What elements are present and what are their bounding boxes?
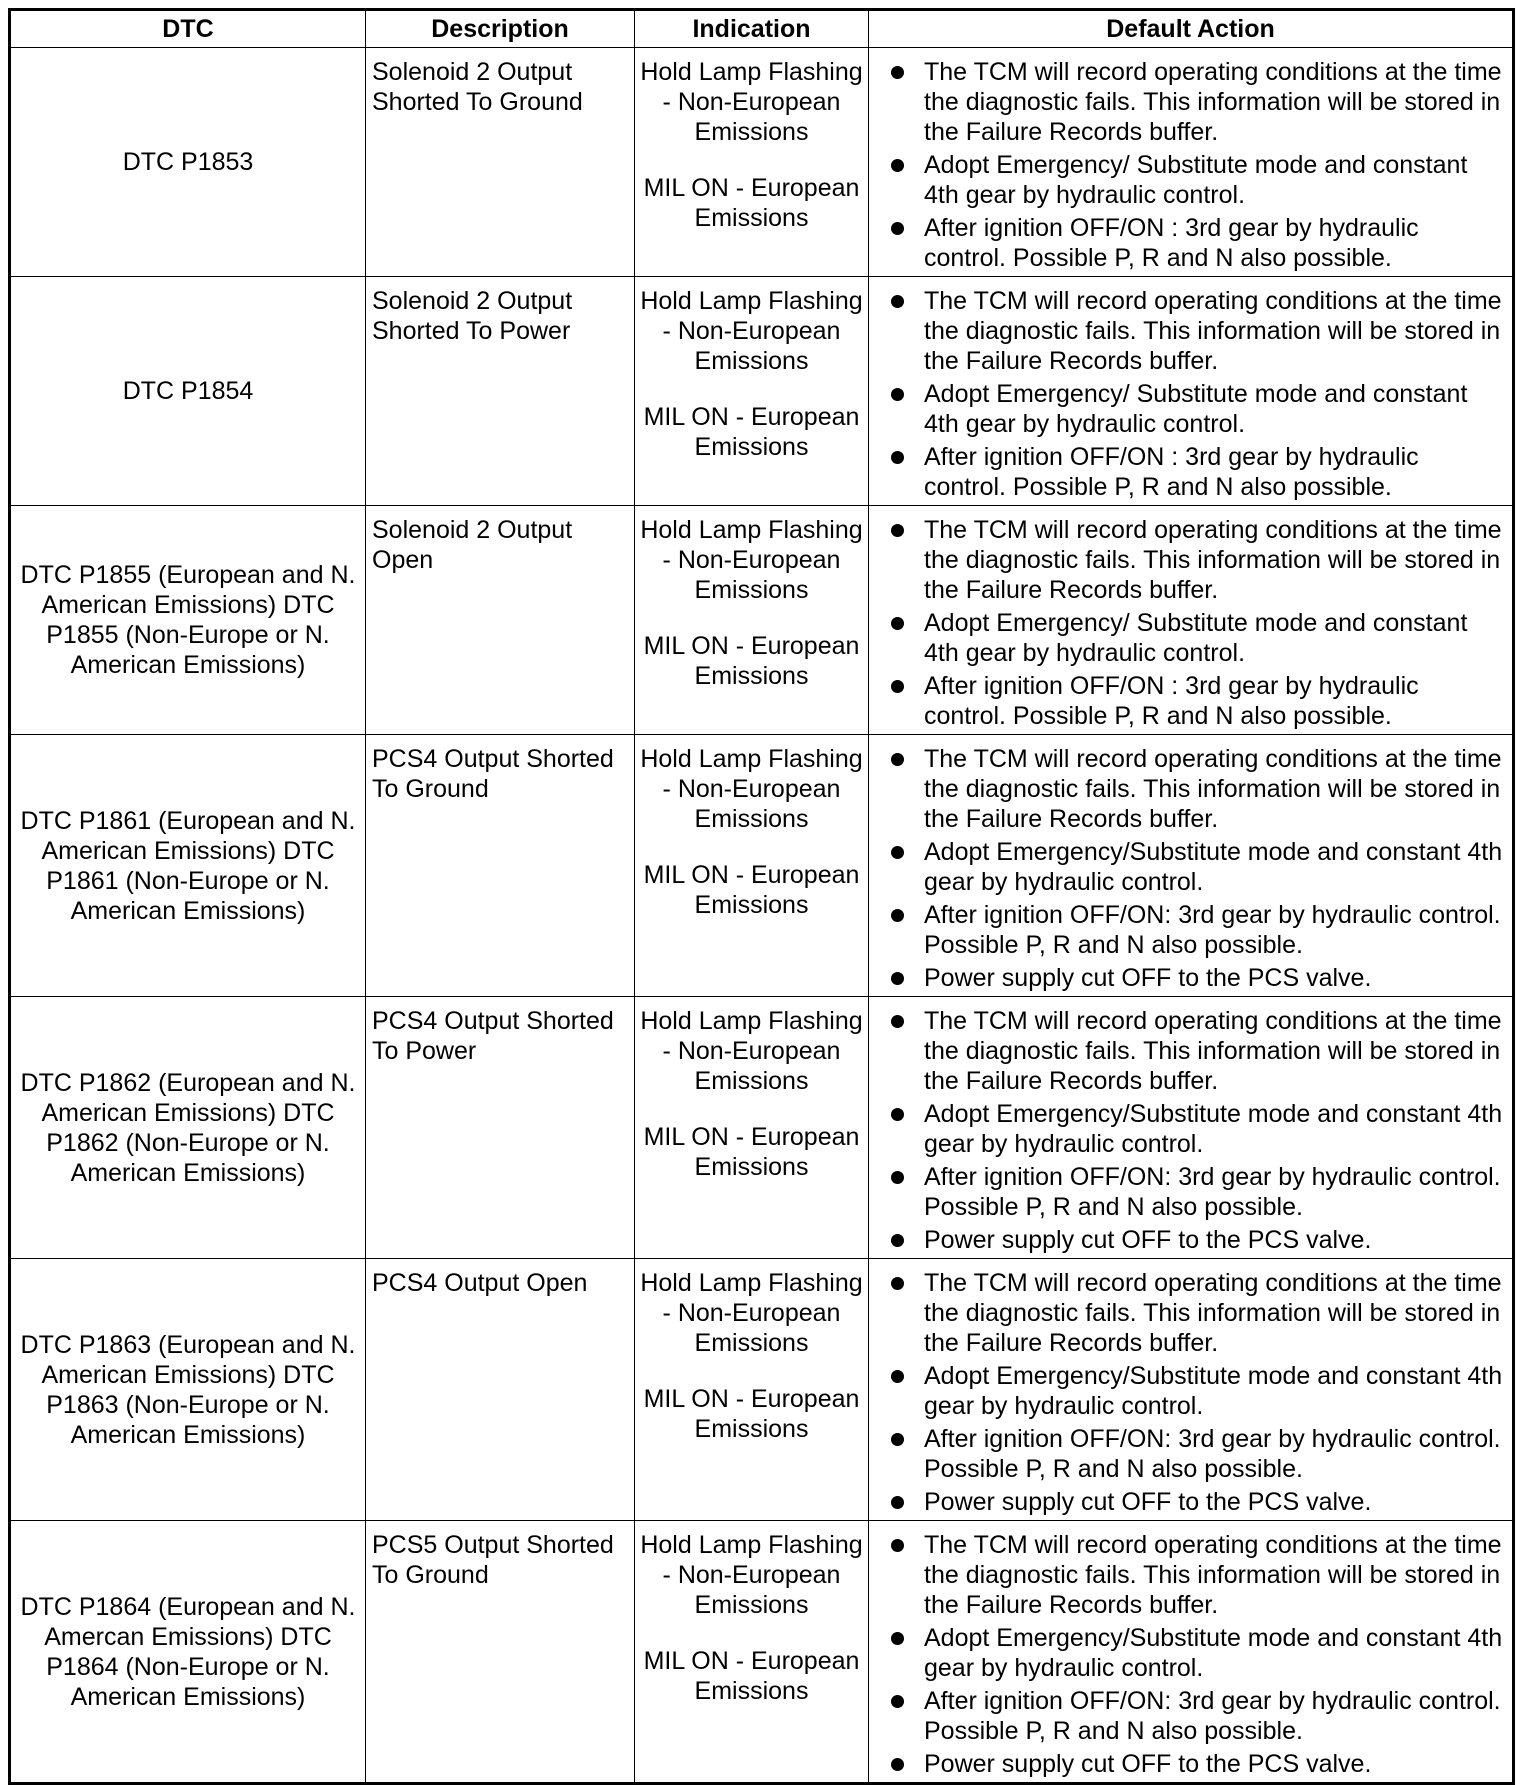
table-body <box>10 48 1514 1784</box>
action-text: After ignition OFF/ON: 3rd gear by hydraulic control. Possible P, R and N also possible. <box>924 1163 1501 1221</box>
table-row <box>10 506 1514 735</box>
dtc-indication <box>635 1521 869 1784</box>
indication-spacer <box>637 1620 866 1646</box>
list-item <box>889 1361 1506 1421</box>
bullet-icon <box>891 1632 904 1645</box>
action-list <box>889 1006 1506 1255</box>
dtc-indication <box>635 735 869 997</box>
dtc-description: Solenoid 2 Output Shorted To Ground <box>366 48 635 277</box>
bullet-icon <box>891 1234 904 1247</box>
bullet-icon <box>891 1370 904 1383</box>
indication-line: MIL ON - European Emissions <box>643 403 860 461</box>
action-list <box>889 1530 1506 1779</box>
indication-spacer <box>637 834 866 860</box>
action-text: After ignition OFF/ON : 3rd gear by hydraulic control. Possible P, R and N also possible. <box>924 443 1419 501</box>
dtc-default-action <box>869 48 1514 277</box>
header-indication: Indication <box>635 10 869 48</box>
action-text: The TCM will record operating conditions at the time the diagnostic fails. This information will be stored in the Failure Records buffer. <box>924 287 1502 375</box>
dtc-default-action <box>869 735 1514 997</box>
indication-line: Hold Lamp Flashing - Non-European Emissions <box>640 1007 863 1095</box>
list-item <box>889 1162 1506 1222</box>
dtc-indication <box>635 48 869 277</box>
action-text: Adopt Emergency/ Substitute mode and constant 4th gear by hydraulic control. <box>924 380 1468 438</box>
action-text: After ignition OFF/ON : 3rd gear by hydraulic control. Possible P, R and N also possible. <box>924 672 1419 730</box>
table-row <box>10 997 1514 1259</box>
bullet-icon <box>891 1539 904 1552</box>
dtc-indication <box>635 506 869 735</box>
indication-line: MIL ON - European Emissions <box>643 174 860 232</box>
action-text: Adopt Emergency/Substitute mode and constant 4th gear by hydraulic control. <box>924 838 1503 896</box>
table-row <box>10 1521 1514 1784</box>
bullet-icon <box>891 222 904 235</box>
action-list <box>889 744 1506 993</box>
header-dtc: DTC <box>10 10 366 48</box>
dtc-default-action <box>869 506 1514 735</box>
dtc-default-action <box>869 277 1514 506</box>
indication-spacer <box>637 147 866 173</box>
bullet-icon <box>891 680 904 693</box>
list-item <box>889 57 1506 147</box>
list-item <box>889 1424 1506 1484</box>
table-row <box>10 48 1514 277</box>
list-item <box>889 744 1506 834</box>
list-item <box>889 608 1506 668</box>
dtc-default-action <box>869 1521 1514 1784</box>
action-text: Power supply cut OFF to the PCS valve. <box>924 964 1372 992</box>
bullet-icon <box>891 66 904 79</box>
action-text: Adopt Emergency/ Substitute mode and constant 4th gear by hydraulic control. <box>924 151 1468 209</box>
indication-line: Hold Lamp Flashing - Non-European Emissions <box>640 58 863 146</box>
indication-spacer <box>637 1096 866 1122</box>
dtc-indication <box>635 277 869 506</box>
bullet-icon <box>891 617 904 630</box>
table-row <box>10 277 1514 506</box>
list-item <box>889 442 1506 502</box>
list-item <box>889 1225 1506 1255</box>
action-text: Adopt Emergency/Substitute mode and constant 4th gear by hydraulic control. <box>924 1624 1503 1682</box>
list-item <box>889 515 1506 605</box>
list-item <box>889 1530 1506 1620</box>
dtc-indication <box>635 997 869 1259</box>
indication-spacer <box>637 376 866 402</box>
action-text: After ignition OFF/ON: 3rd gear by hydraulic control. Possible P, R and N also possible. <box>924 1687 1501 1745</box>
action-text: Adopt Emergency/ Substitute mode and constant 4th gear by hydraulic control. <box>924 609 1468 667</box>
indication-spacer <box>637 1358 866 1384</box>
dtc-code: DTC P1855 (European and N. American Emissions) DTC P1855 (Non-Europe or N. American Emissions) <box>10 506 366 735</box>
action-text: Adopt Emergency/Substitute mode and constant 4th gear by hydraulic control. <box>924 1362 1503 1420</box>
table-row <box>10 735 1514 997</box>
action-text: Power supply cut OFF to the PCS valve. <box>924 1488 1372 1516</box>
bullet-icon <box>891 1695 904 1708</box>
dtc-code: DTC P1861 (European and N. American Emissions) DTC P1861 (Non-Europe or N. American Emissions) <box>10 735 366 997</box>
list-item <box>889 1749 1506 1779</box>
dtc-description: PCS4 Output Shorted To Ground <box>366 735 635 997</box>
action-text: Adopt Emergency/Substitute mode and constant 4th gear by hydraulic control. <box>924 1100 1503 1158</box>
indication-line: Hold Lamp Flashing - Non-European Emissions <box>640 287 863 375</box>
action-text: Power supply cut OFF to the PCS valve. <box>924 1750 1372 1778</box>
list-item <box>889 900 1506 960</box>
header-description: Description <box>366 10 635 48</box>
action-text: After ignition OFF/ON : 3rd gear by hydraulic control. Possible P, R and N also possible. <box>924 214 1419 272</box>
dtc-default-action <box>869 1259 1514 1521</box>
list-item <box>889 1686 1506 1746</box>
dtc-description: PCS5 Output Shorted To Ground <box>366 1521 635 1784</box>
bullet-icon <box>891 1015 904 1028</box>
indication-line: MIL ON - European Emissions <box>643 632 860 690</box>
dtc-description: PCS4 Output Shorted To Power <box>366 997 635 1259</box>
dtc-code: DTC P1864 (European and N. Amercan Emissions) DTC P1864 (Non-Europe or N. American Emissions) <box>10 1521 366 1784</box>
dtc-default-action <box>869 997 1514 1259</box>
bullet-icon <box>891 388 904 401</box>
action-list <box>889 515 1506 731</box>
list-item <box>889 150 1506 210</box>
dtc-description: Solenoid 2 Output Shorted To Power <box>366 277 635 506</box>
action-text: The TCM will record operating conditions at the time the diagnostic fails. This information will be stored in the Failure Records buffer. <box>924 1007 1502 1095</box>
action-text: The TCM will record operating conditions at the time the diagnostic fails. This information will be stored in the Failure Records buffer. <box>924 1269 1502 1357</box>
bullet-icon <box>891 159 904 172</box>
list-item <box>889 671 1506 731</box>
list-item <box>889 213 1506 273</box>
bullet-icon <box>891 1433 904 1446</box>
bullet-icon <box>891 295 904 308</box>
list-item <box>889 1099 1506 1159</box>
dtc-code: DTC P1854 <box>10 277 366 506</box>
bullet-icon <box>891 1758 904 1771</box>
action-list <box>889 286 1506 502</box>
dtc-code: DTC P1863 (European and N. American Emissions) DTC P1863 (Non-Europe or N. American Emissions) <box>10 1259 366 1521</box>
action-text: The TCM will record operating conditions at the time the diagnostic fails. This information will be stored in the Failure Records buffer. <box>924 58 1502 146</box>
dtc-description: PCS4 Output Open <box>366 1259 635 1521</box>
bullet-icon <box>891 753 904 766</box>
indication-line: MIL ON - European Emissions <box>643 1123 860 1181</box>
indication-line: Hold Lamp Flashing - Non-European Emissions <box>640 516 863 604</box>
indication-line: MIL ON - European Emissions <box>643 861 860 919</box>
action-text: After ignition OFF/ON: 3rd gear by hydraulic control. Possible P, R and N also possible. <box>924 901 1501 959</box>
indication-line: MIL ON - European Emissions <box>643 1647 860 1705</box>
action-text: The TCM will record operating conditions at the time the diagnostic fails. This information will be stored in the Failure Records buffer. <box>924 516 1502 604</box>
action-text: The TCM will record operating conditions at the time the diagnostic fails. This information will be stored in the Failure Records buffer. <box>924 1531 1502 1619</box>
list-item <box>889 1623 1506 1683</box>
list-item <box>889 379 1506 439</box>
list-item <box>889 963 1506 993</box>
action-text: After ignition OFF/ON: 3rd gear by hydraulic control. Possible P, R and N also possible. <box>924 1425 1501 1483</box>
table-row <box>10 1259 1514 1521</box>
action-list <box>889 57 1506 273</box>
list-item <box>889 1006 1506 1096</box>
list-item <box>889 837 1506 897</box>
bullet-icon <box>891 1277 904 1290</box>
list-item <box>889 1268 1506 1358</box>
header-row <box>10 10 1514 48</box>
action-list <box>889 1268 1506 1517</box>
bullet-icon <box>891 846 904 859</box>
bullet-icon <box>891 451 904 464</box>
list-item <box>889 1487 1506 1517</box>
indication-spacer <box>637 605 866 631</box>
action-text: The TCM will record operating conditions at the time the diagnostic fails. This information will be stored in the Failure Records buffer. <box>924 745 1502 833</box>
indication-line: Hold Lamp Flashing - Non-European Emissions <box>640 1531 863 1619</box>
bullet-icon <box>891 524 904 537</box>
dtc-description: Solenoid 2 Output Open <box>366 506 635 735</box>
bullet-icon <box>891 909 904 922</box>
dtc-table <box>8 8 1515 1785</box>
bullet-icon <box>891 1171 904 1184</box>
action-text: Power supply cut OFF to the PCS valve. <box>924 1226 1372 1254</box>
indication-line: Hold Lamp Flashing - Non-European Emissions <box>640 745 863 833</box>
indication-line: Hold Lamp Flashing - Non-European Emissions <box>640 1269 863 1357</box>
dtc-code: DTC P1862 (European and N. American Emissions) DTC P1862 (Non-Europe or N. American Emissions) <box>10 997 366 1259</box>
dtc-indication <box>635 1259 869 1521</box>
indication-line: MIL ON - European Emissions <box>643 1385 860 1443</box>
dtc-code: DTC P1853 <box>10 48 366 277</box>
bullet-icon <box>891 1108 904 1121</box>
bullet-icon <box>891 1496 904 1509</box>
header-default-action: Default Action <box>869 10 1514 48</box>
bullet-icon <box>891 972 904 985</box>
list-item <box>889 286 1506 376</box>
